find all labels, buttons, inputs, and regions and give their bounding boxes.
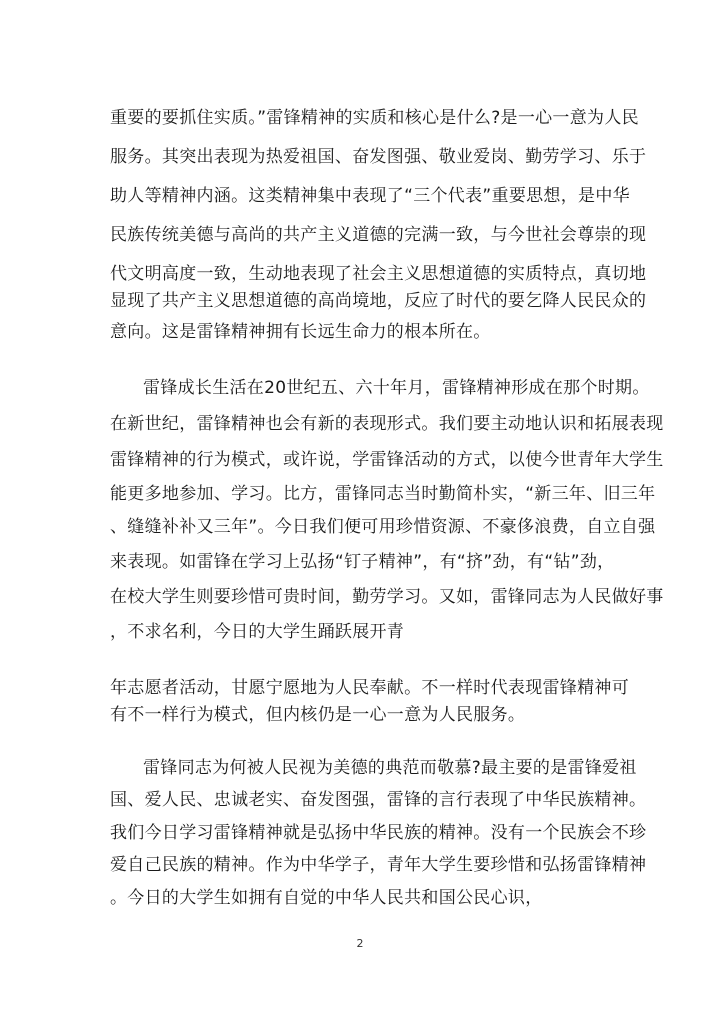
page-number: 2 xyxy=(356,937,364,950)
paragraph-2-line-8: ，不求名利，今日的大学生踊跃展开青 xyxy=(110,622,405,642)
paragraph-2-line-2: 在新世纪，雷锋精神也会有新的表现形式。我们要主动地认识和拓展表现 xyxy=(110,414,664,434)
paragraph-2-line-4: 能更多地参加、学习。比方，雷锋同志当时勤简朴实，“新三年、旧三年 xyxy=(110,484,656,504)
paragraph-2-line-6: 来表现。如雷锋在学习上弘扬“钉子精神”，有“挤”劲，有“钻”劲， xyxy=(110,552,615,572)
paragraph-4-line-1: 雷锋同志为何被人民视为美德的典范而敬慕?最主要的是雷锋爱祖 xyxy=(143,758,637,778)
paragraph-2-line-5: 、缝缝补补又三年”。今日我们便可用珍惜资源、不豪侈浪费，自立自强 xyxy=(110,517,656,537)
paragraph-4-line-2: 国、爱人民、忠诚老实、奋发图强，雷锋的言行表现了中华民族精神。 xyxy=(110,790,647,810)
paragraph-1-line-1: 重要的要抓住实质。”雷锋精神的实质和核心是什么?是一心一意为人民 xyxy=(110,108,639,128)
paragraph-4-line-3: 我们今日学习雷锋精神就是弘扬中华民族的精神。没有一个民族会不珍 xyxy=(110,823,647,843)
paragraph-2-line-7: 在校大学生则要珍惜可贵时间，勤劳学习。又如，雷锋同志为人民做好事 xyxy=(110,587,664,607)
paragraph-1-line-7: 意向。这是雷锋精神拥有长远生命力的根本所在。 xyxy=(110,322,491,342)
paragraph-3-line-1: 年志愿者活动，甘愿宁愿地为人民奉献。不一样时代表现雷锋精神可 xyxy=(110,678,629,698)
paragraph-1-line-3: 助人等精神内涵。这类精神集中表现了“三个代表”重要思想，是中华 xyxy=(110,186,630,206)
paragraph-4-line-4: 爱自己民族的精神。作为中华学子，青年大学生要珍惜和弘扬雷锋精神 xyxy=(110,855,647,875)
paragraph-2-line-1: 雷锋成长生活在20世纪五、六十年月，雷锋精神形成在那个时期。 xyxy=(143,378,650,398)
paragraph-2-line-3: 雷锋精神的行为模式，或许说，学雷锋活动的方式，以使今世青年大学生 xyxy=(110,450,664,470)
paragraph-1-line-6: 显现了共产主义思想道德的高尚境地，反应了时代的要乞降人民民众的 xyxy=(110,291,647,311)
paragraph-1-line-4: 民族传统美德与高尚的共产主义道德的完满一致，与今世社会尊崇的现 xyxy=(110,225,647,245)
paragraph-3-line-2: 有不一样行为模式，但内核仍是一心一意为人民服务。 xyxy=(110,705,526,725)
paragraph-4-line-5: 。今日的大学生如拥有自觉的中华人民共和国公民心识， xyxy=(110,888,543,908)
paragraph-1-line-2: 服务。其突出表现为热爱祖国、奋发图强、敬业爱岗、勤劳学习、乐于 xyxy=(110,147,647,167)
paragraph-1-line-5: 代文明高度一致，生动地表现了社会主义思想道德的实质特点，真切地 xyxy=(110,264,647,284)
